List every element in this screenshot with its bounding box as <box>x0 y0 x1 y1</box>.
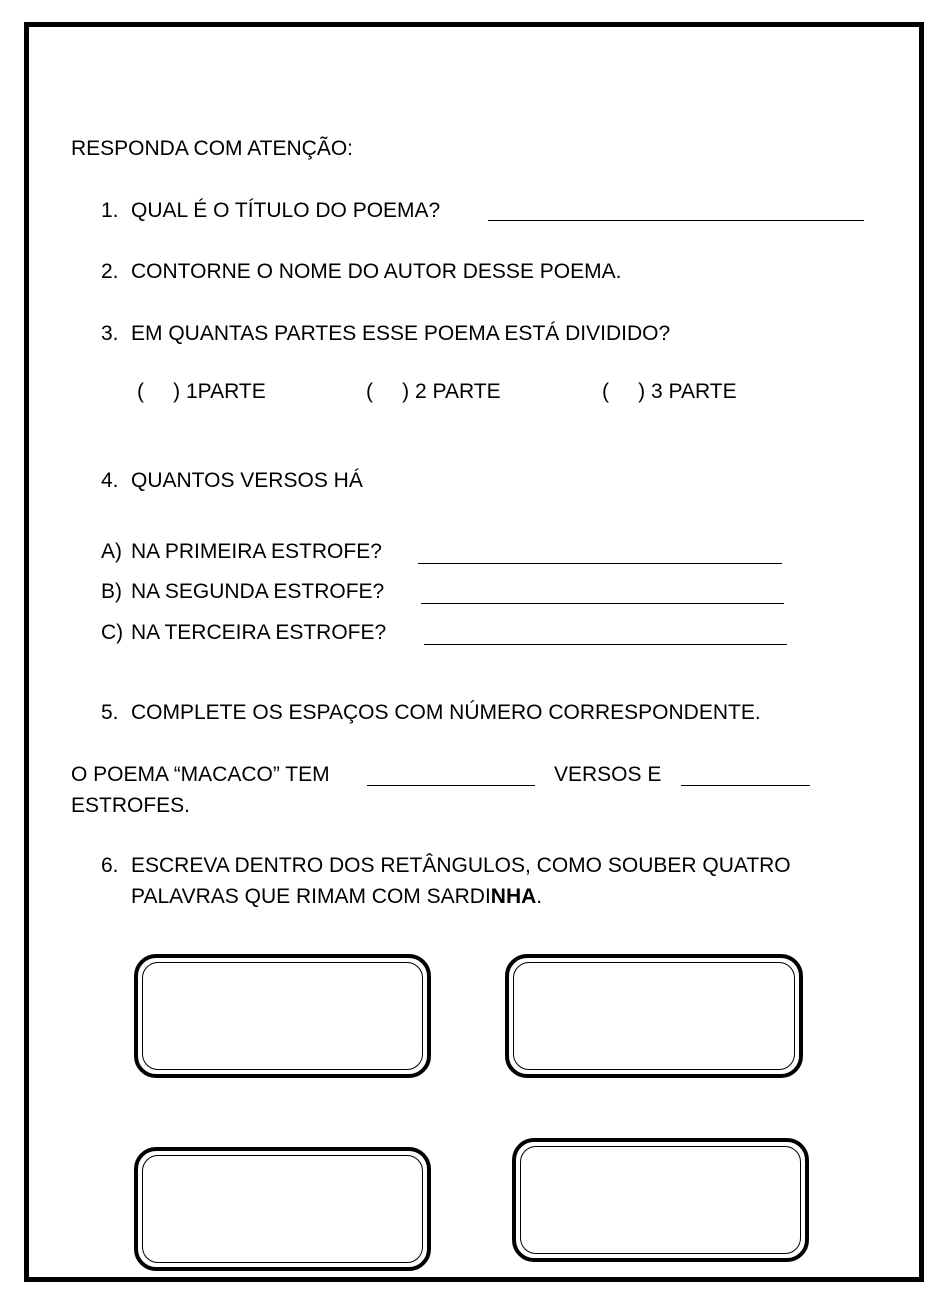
q4-item-letter: B) <box>101 580 122 603</box>
q6-line2-suffix: . <box>536 885 543 908</box>
q5-sentence-part2: VERSOS E <box>554 763 662 786</box>
q4-item-answer-line[interactable] <box>424 642 787 645</box>
q5-stanzas-blank[interactable] <box>681 783 810 786</box>
q2-text: CONTORNE O NOME DO AUTOR DESSE POEMA. <box>131 260 622 283</box>
instruction-heading: RESPONDA COM ATENÇÃO: <box>71 137 353 160</box>
rhyme-answer-box[interactable] <box>512 1138 809 1262</box>
q5-number: 5. <box>101 701 119 724</box>
q3-option-2[interactable]: ( ) 2 PARTE <box>366 380 501 403</box>
q2-number: 2. <box>101 260 119 283</box>
q5-sentence-part1: O POEMA “MACACO” TEM <box>71 763 330 786</box>
q6-line2-prefix: PALAVRAS QUE RIMAM COM SARDI <box>131 885 491 908</box>
q1-text: QUAL É O TÍTULO DO POEMA? <box>131 199 441 222</box>
q6-line2 <box>131 885 542 909</box>
q4-item-text: NA TERCEIRA ESTROFE? <box>131 621 387 644</box>
q3-number: 3. <box>101 322 119 345</box>
q5-text: COMPLETE OS ESPAÇOS COM NÚMERO CORRESPONDENTE. <box>131 701 761 724</box>
q4-item-letter: A) <box>101 540 122 563</box>
q6-line1: ESCREVA DENTRO DOS RETÂNGULOS, COMO SOUBER QUATRO <box>131 854 791 877</box>
q1-answer-line[interactable] <box>488 218 864 221</box>
q4-item-text: NA SEGUNDA ESTROFE? <box>131 580 385 603</box>
q4-item-letter: C) <box>101 621 124 644</box>
q4-item-answer-line[interactable] <box>421 601 784 604</box>
q4-text: QUANTOS VERSOS HÁ <box>131 469 363 492</box>
q6-number: 6. <box>101 854 119 877</box>
q4-item-answer-line[interactable] <box>418 561 782 564</box>
q1-number: 1. <box>101 199 119 222</box>
rhyme-answer-box[interactable] <box>134 954 431 1078</box>
q5-verses-blank[interactable] <box>367 783 535 786</box>
rhyme-answer-box[interactable] <box>505 954 803 1078</box>
q6-line2-bold: NHA <box>490 885 537 908</box>
q3-option-1[interactable]: ( ) 1PARTE <box>137 380 266 403</box>
q3-text: EM QUANTAS PARTES ESSE POEMA ESTÁ DIVIDIDO? <box>131 322 671 345</box>
q4-number: 4. <box>101 469 119 492</box>
rhyme-answer-box[interactable] <box>134 1147 431 1271</box>
q5-sentence-part3: ESTROFES. <box>71 794 191 817</box>
q4-item-text: NA PRIMEIRA ESTROFE? <box>131 540 382 563</box>
q3-option-3[interactable]: ( ) 3 PARTE <box>602 380 737 403</box>
